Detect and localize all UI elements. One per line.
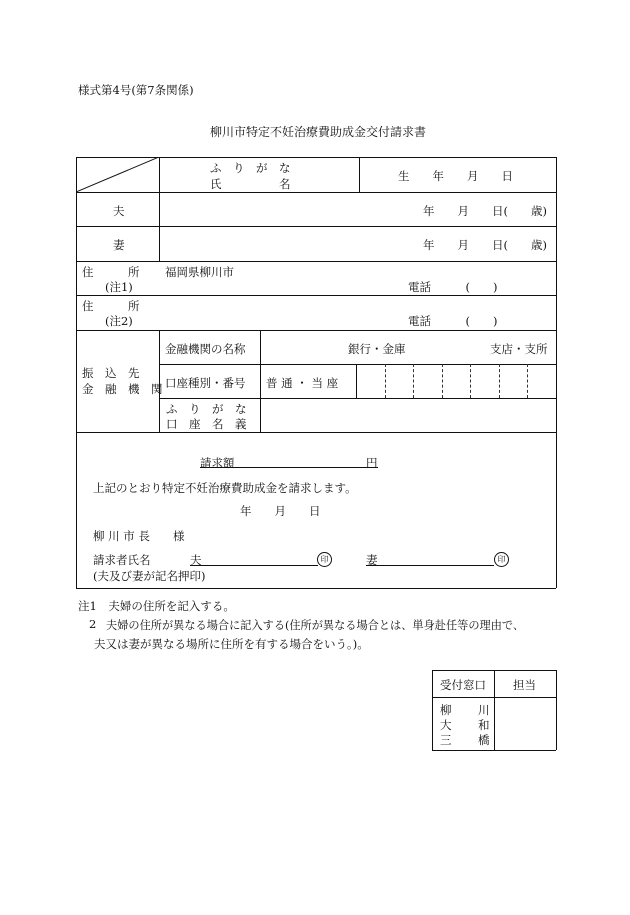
address2-phone[interactable]: 電話 ( ) [408, 314, 498, 328]
claimant-wife-field[interactable] [382, 551, 482, 564]
claimant-husband-field[interactable] [205, 551, 305, 564]
account-holder-field[interactable] [262, 400, 554, 430]
reception-row-3-right: 橋 [478, 733, 490, 747]
row-husband-label: 夫 [113, 204, 125, 218]
wife-name-field[interactable] [160, 228, 358, 259]
claimant-husband: 夫 [190, 553, 202, 567]
wife-birthdate[interactable]: 年 月 日( 歳) [423, 238, 547, 252]
header-birthdate: 生 年 月 日 [398, 169, 513, 183]
page-title: 柳川市特定不妊治療費助成金交付請求書 [210, 125, 427, 139]
branch-suffix[interactable]: 支店・支所 [490, 342, 548, 356]
address2-field[interactable] [165, 298, 545, 312]
reception-row-1-right: 川 [478, 703, 490, 717]
seal-note: (夫及び妻が記名押印) [93, 569, 206, 583]
address1-note: (注1) [105, 280, 133, 294]
form-number: 様式第4号(第7条関係) [78, 83, 194, 97]
holder-name-label: 口 座 名 義 [166, 417, 247, 431]
note-2-line1: 夫婦の住所が異なる場合に記入する(住所が異なる場合とは、単身赴任等の理由で、 [106, 619, 525, 632]
account-number-field[interactable] [358, 366, 554, 396]
note-2-number: 2 [89, 617, 97, 631]
reception-row-3-left: 三 [440, 733, 452, 747]
claim-amount-label: 請求額 [200, 456, 235, 470]
address2-label: 住 所 [82, 299, 140, 313]
address2-note: (注2) [105, 314, 133, 328]
header-furigana: ふ り が な [210, 161, 291, 175]
reception-header-right: 担当 [513, 678, 536, 692]
claimant-label: 請求者氏名 [93, 553, 151, 567]
note-1: 注1 夫婦の住所を記入する。 [78, 599, 235, 613]
claim-statement: 上記のとおり特定不妊治療費助成金を請求します。 [93, 481, 357, 495]
note-2-line2: 夫又は妻が異なる場所に住所を有する場合をいう。)。 [94, 637, 369, 651]
husband-seal-mark: 印 [317, 552, 332, 567]
address1-prefill[interactable]: 福岡県柳川市 [165, 265, 234, 279]
claim-amount-field[interactable] [240, 454, 365, 467]
address1-label: 住 所 [82, 265, 140, 279]
address1-phone[interactable]: 電話 ( ) [408, 280, 498, 294]
claim-date[interactable]: 年 月 日 [240, 504, 321, 518]
reception-staff-field[interactable] [496, 699, 554, 748]
claimant-wife: 妻 [366, 553, 378, 567]
claim-addressee: 柳 川 市 長 様 [93, 529, 185, 543]
claim-yen: 円 [366, 456, 378, 470]
reception-row-2-right: 和 [478, 718, 490, 732]
bank-suffix[interactable]: 銀行・金庫 [348, 342, 406, 356]
husband-birthdate[interactable]: 年 月 日( 歳) [423, 204, 547, 218]
holder-furigana-label: ふ り が な [166, 402, 247, 416]
account-type-options[interactable]: 普 通 ・ 当 座 [266, 376, 339, 390]
diagonal-line [76, 157, 159, 192]
row-wife-label: 妻 [113, 238, 125, 252]
reception-header-left: 受付窓口 [440, 678, 486, 692]
husband-name-field[interactable] [160, 194, 358, 225]
bank-label-line1: 振 込 先 [82, 366, 140, 380]
wife-seal-mark: 印 [494, 552, 509, 567]
header-name: 氏 名 [210, 177, 291, 191]
reception-row-1-left: 柳 [440, 703, 452, 717]
reception-row-2-left: 大 [440, 718, 452, 732]
institution-name-label: 金融機関の名称 [165, 342, 246, 356]
account-type-label: 口座種別・番号 [165, 376, 246, 390]
bank-label-line2: 金 融 機 関 [82, 382, 163, 396]
